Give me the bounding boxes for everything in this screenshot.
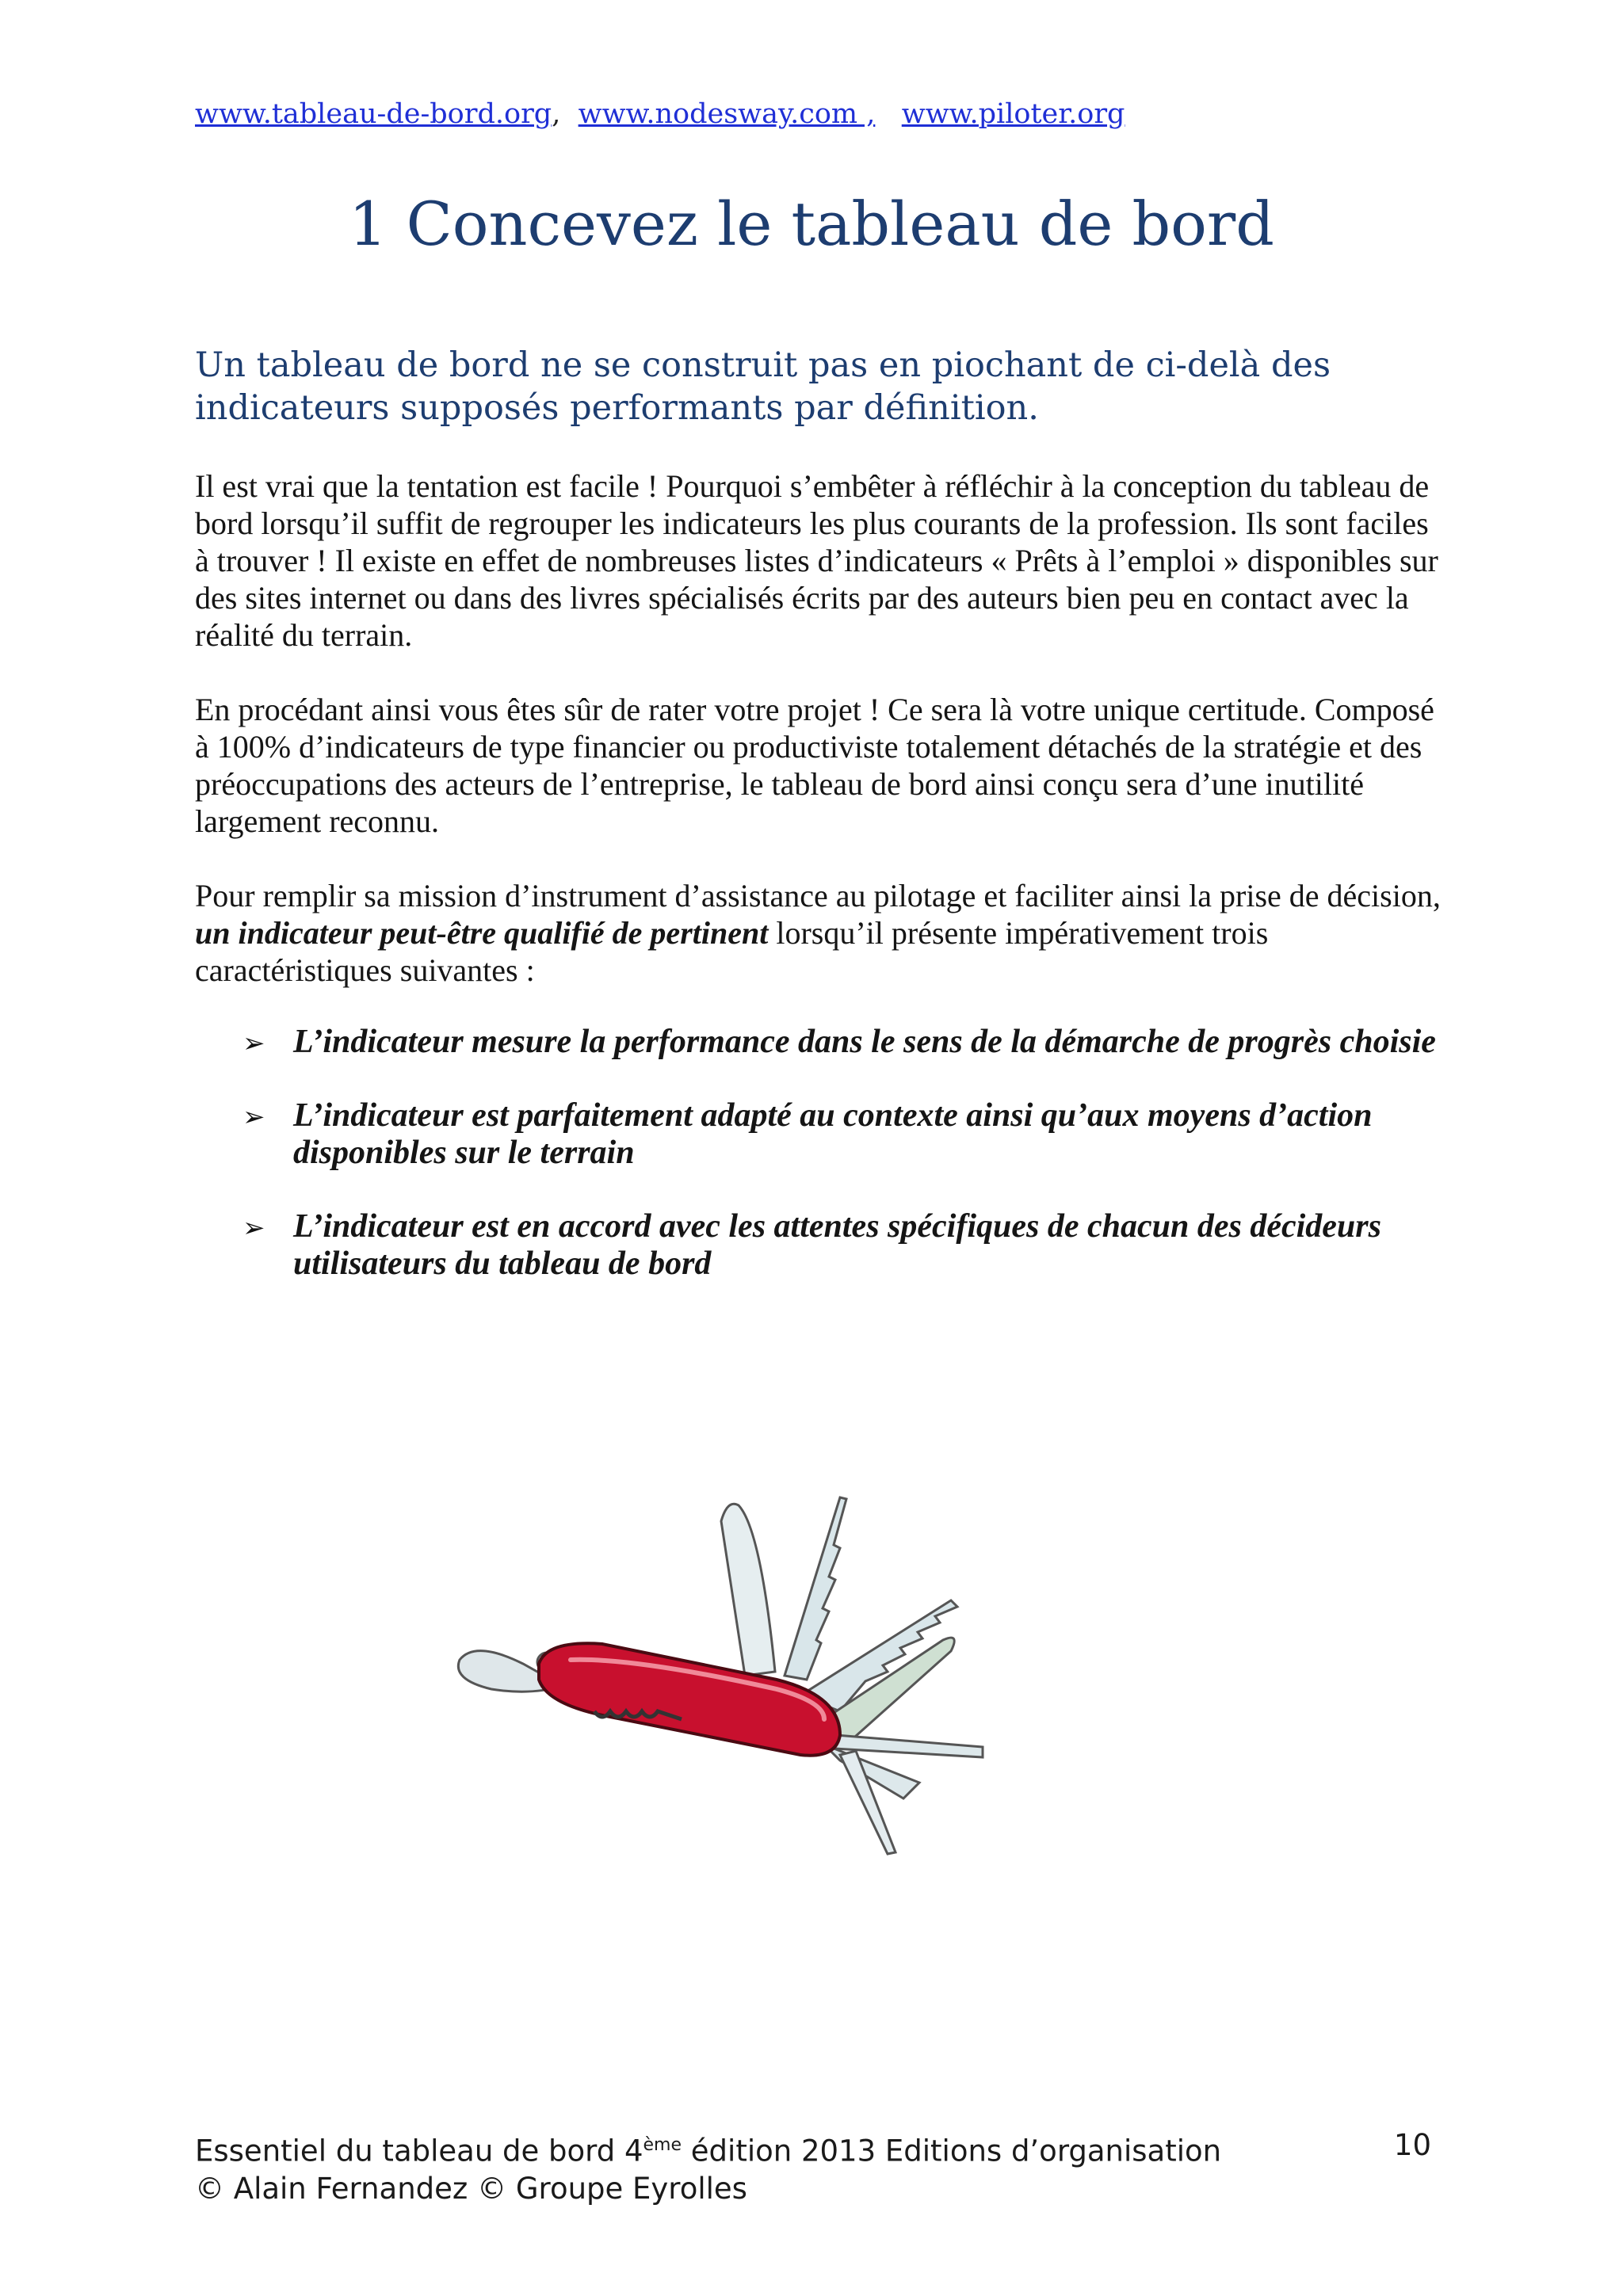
paragraph-3-start: Pour remplir sa mission d’instrument d’assistance au pilotage et faciliter ainsi la prise de décision, xyxy=(195,878,1441,913)
arrowhead-bullet-icon: ➢ xyxy=(242,1028,265,1059)
criteria-list xyxy=(242,1024,1479,1319)
footer-superscript: ème xyxy=(643,2135,682,2155)
link-nodesway[interactable]: www.nodesway.com , xyxy=(578,98,876,130)
paragraph-1: Il est vrai que la tentation est facile ! Pourquoi s’embêter à réfléchir à la conception du tableau de bord lorsqu’il suffit de regrouper les indicateurs les plus courants de la profession. Ils sont faciles à trouver ! Il existe en effet de nombreuses listes d’indicateurs « Prêts à l’emploi » disponibles sur des sites internet ou dans des livres spécialisés écrits par des auteurs bien peu en contact avec la réalité du terrain. xyxy=(195,468,1438,653)
footer-book-title: Essentiel du tableau de bord 4 xyxy=(195,2134,643,2168)
intro-heading: Un tableau de bord ne se construit pas en piochant de ci-delà des indicateurs supposés performants par définition. xyxy=(195,345,1331,428)
paragraph-3-highlight: un indicateur peut-être qualifié de pertinent xyxy=(195,915,769,951)
footer-line-1 xyxy=(195,2126,1431,2170)
list-item xyxy=(242,1024,1479,1061)
link-separator: , xyxy=(552,98,561,130)
list-item-text: L’indicateur mesure la performance dans le sens de la démarche de progrès choisie xyxy=(293,1024,1436,1060)
footer-edition: édition 2013 Editions d’organisation xyxy=(682,2134,1222,2168)
link-piloter[interactable]: www.piloter.org xyxy=(901,98,1125,130)
swiss-army-knife-icon xyxy=(428,1482,999,1870)
arrowhead-bullet-icon: ➢ xyxy=(242,1101,265,1133)
link-tableau-de-bord[interactable]: www.tableau-de-bord.org xyxy=(195,98,552,130)
list-item xyxy=(242,1097,1479,1172)
page-title: 1 Concevez le tableau de bord xyxy=(349,189,1274,259)
header-links xyxy=(195,98,1125,130)
paragraph-3-end: lorsqu’il présente impérativement trois caractéristiques suivantes : xyxy=(195,915,1269,988)
paragraph-3 xyxy=(195,877,1447,989)
arrowhead-bullet-icon: ➢ xyxy=(242,1212,265,1244)
paragraph-2: En procédant ainsi vous êtes sûr de rater votre projet ! Ce sera là votre unique certitude. Composé à 100% d’indicateurs de type financier ou productiviste totalement détachés de la stratégie et des préoccupations des acteurs de l’entreprise, le tableau de bord ainsi conçu sera d’une inutilité largement reconnu. xyxy=(195,692,1434,839)
page-footer xyxy=(195,2126,1431,2208)
list-item xyxy=(242,1208,1479,1283)
list-item-text: L’indicateur est parfaitement adapté au contexte ainsi qu’aux moyens d’action disponibles sur le terrain xyxy=(293,1097,1373,1171)
footer-line-2: © Alain Fernandez © Groupe Eyrolles xyxy=(195,2172,747,2206)
page-number: 10 xyxy=(1393,2128,1431,2162)
list-item-text: L’indicateur est en accord avec les attentes spécifiques de chacun des décideurs utilisateurs du tableau de bord xyxy=(293,1208,1381,1282)
